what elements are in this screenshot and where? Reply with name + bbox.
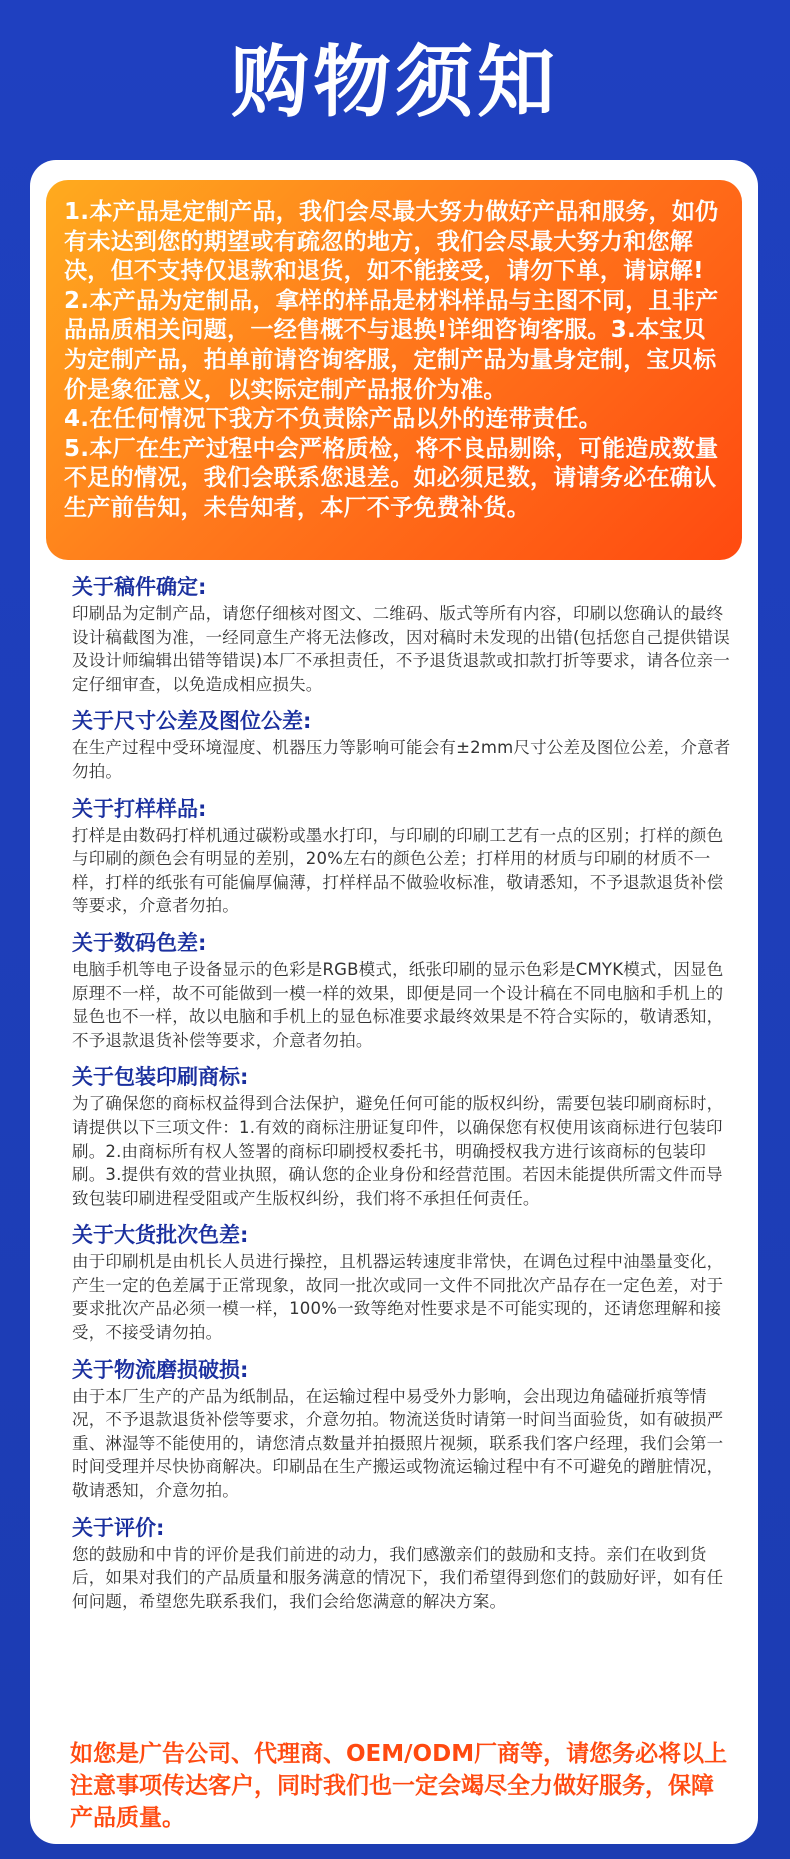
notice-box [46, 180, 742, 560]
section-trademark-printing [72, 1062, 732, 1210]
section-shipping-damage [72, 1355, 732, 1503]
notice-paragraph: 1.本产品是定制产品，我们会尽最大努力做好产品和服务，如仍有未达到您的期望或有疏忽的地方，我们会尽最大努力和您解决，但不支持仅退款和退货，如不能接受，请勿下单，请谅解! [64, 199, 719, 285]
section-body: 为了确保您的商标权益得到合法保护，避免任何可能的版权纠纷，需要包装印刷商标时，请提供以下三项文件：1.有效的商标注册证复印件，以确保您有权使用该商标进行包装印刷。2.由商标所有权人签署的商标印刷授权委托书，明确授权我方进行该商标的包装印刷。3.提供有效的营业执照，确认您的企业身份和经营范围。若因未能提供所需文件而导致包装印刷进程受阻或产生版权纠纷，我们将不承担任何责任。 [72, 1094, 724, 1208]
section-batch-color [72, 1220, 732, 1344]
section-title: 关于尺寸公差及图位公差: [72, 709, 312, 734]
section-title: 关于大货批次色差: [72, 1223, 249, 1248]
section-reviews [72, 1513, 732, 1614]
section-digital-color [72, 928, 732, 1052]
section-size-tolerance [72, 706, 732, 783]
notice-paragraph: 2.本产品为定制品，拿样的样品是材料样品与主图不同，且非产品品质相关问题，一经售概不与退换!详细咨询客服。3.本宝贝为定制产品，拍单前请咨询客服，定制产品为量身定制，宝贝标价是象征意义，以实际定制产品报价为准。 [64, 287, 719, 403]
page-title: 购物须知 [230, 38, 559, 128]
section-body: 电脑手机等电子设备显示的色彩是RGB模式，纸张印刷的显示色彩是CMYK模式，因显色原理不一样，故不可能做到一模一样的效果，即便是同一个设计稿在不同电脑和手机上的显色也不一样，故以电脑和手机上的显色标准要求最终效果是不符合实际的，敬请悉知，不予退款退货补偿等要求，介意者勿拍。 [72, 959, 724, 1050]
section-title: 关于稿件确定: [72, 575, 207, 599]
section-body: 印刷品为定制产品，请您仔细核对图文、二维码、版式等所有内容，印刷以您确认的最终设计稿截图为准，一经同意生产将无法修改，因对稿时未发现的出错(包括您自己提供错误及设计师编辑出错等错误)本厂不承担责任，不予退货退款或扣款打折等要求，请各位亲一定仔细审查，以免造成相应损失。 [72, 604, 730, 694]
section-title: 关于打样样品: [72, 796, 207, 821]
section-body: 由于本厂生产的产品为纸制品，在运输过程中易受外力影响，会出现边角磕碰折痕等情况，不予退款退货补偿等要求，介意勿拍。物流送货时请第一时间当面验货，如有破损严重、淋湿等不能使用的，请您清点数量并拍摄照片视频，联系我们客户经理，我们会第一时间受理并尽快协商解决。印刷品在生产搬运或物流运输过程中有不可避免的蹭脏情况，敬请悉知，介意勿拍。 [72, 1386, 724, 1501]
notice-paragraph: 4.在任何情况下我方不负责除产品以外的连带责任。 [64, 406, 602, 433]
section-body: 在生产过程中受环境湿度、机器压力等影响可能会有±2mm尺寸公差及图位公差，介意者勿拍。 [72, 738, 731, 781]
sections-list [72, 572, 732, 1623]
content-card [30, 160, 758, 1844]
section-body: 您的鼓励和中肯的评价是我们前进的动力，我们感激亲们的鼓励和支持。亲们在收到货后，如果对我们的产品质量和服务满意的情况下，我们希望得到您们的鼓励好评，如有任何问题，希望您先联系我们，我们会给您满意的解决方案。 [72, 1544, 724, 1611]
section-proof-samples [72, 794, 732, 918]
section-title: 关于数码色差: [72, 930, 207, 955]
section-title: 关于评价: [72, 1515, 165, 1540]
notice-paragraph: 5.本厂在生产过程中会严格质检，将不良品剔除，可能造成数量不足的情况，我们会联系您退差。如必须足数，请请务必在确认生产前告知，未告知者，本厂不予免费补货。 [64, 435, 719, 521]
section-body: 由于印刷机是由机长人员进行操控，且机器运转速度非常快，在调色过程中油墨量变化，产生一定的色差属于正常现象，故同一批次或同一文件不同批次产品存在一定色差，对于要求批次产品必须一模一样，100%一致等绝对性要求是不可能实现的，还请您理解和接受，不接受请勿拍。 [72, 1252, 724, 1343]
section-body: 打样是由数码打样机通过碳粉或墨水打印，与印刷的印刷工艺有一点的区别；打样的颜色与印刷的颜色会有明显的差别，20%左右的颜色公差；打样用的材质与印刷的材质不一样，打样的纸张有可能偏厚偏薄，打样样品不做验收标准，敬请悉知，不予退款退货补偿等要求，介意者勿拍。 [72, 825, 724, 916]
section-title: 关于包装印刷商标: [72, 1065, 249, 1090]
footer-note: 如您是广告公司、代理商、OEM/ODM厂商等，请您务必将以上注意事项传达客户，同时我们也一定会竭尽全力做好服务，保障产品质量。 [70, 1741, 728, 1831]
section-draft-confirmation [72, 572, 732, 696]
section-title: 关于物流磨损破损: [72, 1357, 249, 1382]
